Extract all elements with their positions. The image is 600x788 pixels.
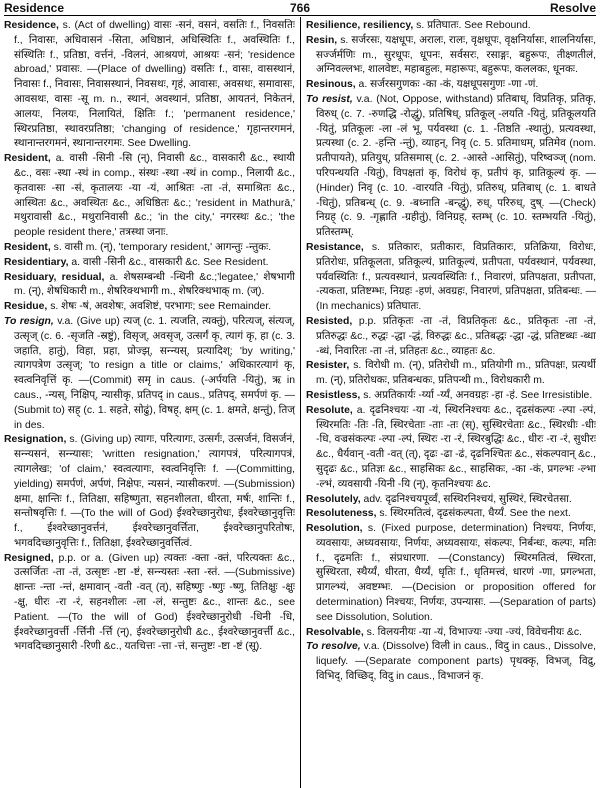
right-column	[306, 19, 596, 788]
entry-definition: s. अप्रतिकार्यः -र्य्या -र्य्यं, अनवग्रहः -हा -हं. See Irresistible.	[360, 389, 593, 401]
dictionary-entry	[4, 19, 295, 152]
dictionary-entry	[4, 271, 295, 301]
entry-headword: Residuary, residual,	[4, 271, 105, 283]
header-left-guide-word: Residence	[4, 1, 65, 15]
entry-definition: a. सर्जरसगुणकः -का -कं, यक्षधूपसगुणः -णा -णं.	[355, 79, 539, 91]
entry-definition: s. (Act of dwelling) वासः -सनं, वसनं, वसतिः f., निवसतिः f., निवासः, अधिवासनं -सिता, अधिष्ठानं, अधिस्थितिः f., अवस्थितिः f., संस्थितिः f., प्रतिष्ठा, वर्त्तनं, -विलनं, आश्रयणं, आश्रयः -सनं; 'residence abroad,' प्रवासः. —(Place of dwelling) वसतिः f., वासः, वासस्थानं, निवासः f., निवासः, निवासस्थानं, निवसथः, गृहं, आवासः, अवसथः, समावासः, आवसथः, वासः -सू m. n., स्थानं, अवस्थानं, प्रतिष्ठा, आयतनं, निकेतनं, आलयः, निलयः, निलायितं, क्षितिः f.; 'permanent residence,' स्थिरप्रतिष्ठा, स्थावरप्रतिष्ठा; 'changing of residence,' गृहान्तरगमनं, स्थानान्तरगमनं, स्थानान्तरगमः. See Dwelling.	[14, 20, 295, 150]
entry-definition: s. विलयनीयः -या -यं, विभाज्यः -ज्या -ज्यं, विवेचनीयः &c.	[363, 626, 582, 638]
entry-definition: s. प्रतिघातः. See Rebound.	[413, 20, 531, 31]
dictionary-entry	[306, 626, 596, 641]
entry-definition: s. सर्जरसः, यक्षधूपः, अरालः, रालः, वृक्षधूपः, वृक्षनिर्यासः, शालनिर्यासः, सर्ज्जर्मणिः m., सुरधूपः, धूपनः, सर्वसरः, रसाङ्गः, बहुरूपः, तीक्ष्णतीलं, अग्निवल्लभः, शालवेष्टः, महाबहुलः, महारूपः, बहुरूपः, कललकः, धूनकः.	[316, 34, 596, 76]
entry-headword: Resister,	[306, 360, 350, 372]
entry-headword: To resolve,	[306, 641, 361, 653]
dictionary-entry	[306, 19, 596, 34]
entry-headword: Resistless,	[306, 389, 361, 401]
dictionary-entry	[4, 315, 295, 433]
dictionary-entry	[4, 152, 295, 241]
entry-headword: Resolution,	[306, 523, 363, 535]
entry-headword: Resilience, resiliency,	[306, 20, 414, 31]
entry-headword: Resin,	[306, 34, 338, 46]
entry-headword: Resistance,	[306, 241, 364, 253]
entry-definition: adv. दृढनिश्चयपूर्व्वं, सस्थिरनिश्चयं, सुस्थिरं, स्थिरचेतसा.	[360, 493, 572, 505]
entry-headword: Resigned,	[4, 552, 54, 564]
entry-definition: a. वासी -सिनी &c., वासकारी &c. See Resident.	[68, 256, 269, 268]
dictionary-entry	[306, 241, 596, 315]
entry-definition: s. प्रतिकारः, प्रतीकारः, विप्रतिकारः, प्रतिक्रिया, विरोधः, प्रतिरोधः, प्रतिकूलता, प्रतिकूल्यं, प्रातिकूल्यं, प्रतीपता, पर्यवस्थानं, पर्यवस्था, पर्यवस्थितिः f., प्रत्यवस्थानं, प्रत्यवस्थितिः f., निवारणं, प्रतिपक्षता, प्रतीपता, -त्यकता, प्रतिष्टम्भः, निग्रहः -हणं, अवग्रहः, निवारणं, प्रतिपक्षता, प्रतिबन्धः. —(In mechanics) प्रतिघातः.	[316, 241, 596, 313]
entry-headword: To resign,	[4, 315, 54, 327]
entry-definition: s. स्थिरमतित्वं, दृढसंकल्पता, धैर्य्यं. See the next.	[376, 508, 571, 520]
entry-headword: Resident,	[4, 241, 51, 253]
page-number: 766	[289, 1, 311, 15]
dictionary-entry	[306, 78, 596, 93]
entry-headword: Residentiary,	[4, 256, 69, 268]
entry-headword: Resolute,	[306, 404, 353, 416]
entry-headword: Resisted,	[306, 315, 353, 327]
dictionary-entry	[4, 241, 295, 256]
entry-definition: a. दृढनिश्चयः -या -यं, स्थिरनिश्चयः &c., दृढसंकल्पः -ल्पा -ल्पं, स्थिरमतिः -तिः -ति, स्थिरचेताः -ताः -तः (स्), सुस्थिरचेताः &c., स्थिरधीः -धीः -धि, वज्रसंकल्पः -ल्पा -ल्पं, स्थिरः -रा -रं, स्थिरबुद्धिः &c., धीरः -रा -रं, सुधीरः &c., धैर्यवान् -वती -वत् (त्), दृढः -ढा -ढं, दृढनिश्चितः &c., संकल्पवान् &c., सुदृढः &c., प्रतिज्ञः &c., साहसिकः &c., साहसिकः, -का -कं, प्रगल्भः -ल्भा -ल्भं, व्यवसायी -यिनी -यि (न्), कृतनिश्चयः &c.	[316, 404, 596, 490]
dictionary-entry	[306, 315, 596, 359]
dictionary-entry	[306, 34, 596, 78]
entry-headword: To resist,	[306, 93, 353, 105]
entry-headword: Resolutely,	[306, 493, 361, 505]
header-right-guide-word: Resolve	[549, 1, 596, 15]
dictionary-entry	[306, 389, 596, 404]
entry-definition: p.p. प्रतिकृतः -ता -तं, विप्रतिकृतः &c., प्रतिकृतः -ता -तं, प्रतिरुद्धः &c., रुद्धः -द्धा -द्धं, विरुद्धः &c., प्रतिबद्धः -द्धा -द्धं, प्रतिष्टब्धः -ब्धा -ब्धं, निवारितः -ता -तं, प्रतिहतः &c., व्याहतः &c.	[316, 315, 596, 357]
entry-definition: v.a. (Give up) त्यज् (c. 1. त्यजति, त्यक्तुं), परित्यज्, संत्यज्, उत्सृज् (c. 6. -सृजति -स्रष्टुं), विसृज्, अवसृज्, उत्सर्गं कृ, त्यागं कृ, हा (c. 3. जहाति, हातुं), विहा, प्रहा, प्रोज्झ्, सन्न्यस्, प्रत्यादिश्; 'by writing,' त्यागपत्रेण उत्सृज्; 'to resign a title or claims,' अधिकारत्यागं कृ, स्वत्वनिवृत्तिं कृ. —(Commit) समृ in caus. (-अर्पयति -यितुं), ऋ in caus., -न्यस्, निक्षिप्, न्यासीकृ, प्रतिपद् in caus., प्रतिपद्, समर्पणं कृ. —(Submit to) सह् (c. 1. सहते, सोढुं), विषह्, क्षम् (c. 1. क्षमते, क्षन्तुं), तिज् in des.	[14, 315, 295, 431]
entry-definition: s. विरोधी m. (न्), प्रतिरोधी m., प्रतियोगी m., प्रतिपक्षः, प्रत्यर्थी m. (न्), प्रतिरोधकः, प्रतिबन्धकः, प्रतिपन्थी m., विरोधकारी m.	[316, 360, 596, 387]
entry-definition: s. (Giving up) त्यागः, परित्यागः, उत्सर्गः, उत्सर्जनं, विसर्जनं, सन्न्यसनं, सन्न्यासः; 'written resignation,' त्यागपत्रं, परित्यागपत्रं, त्यागलेखः; 'of claim,' स्वत्वत्यागः, स्वत्वनिवृत्तिः f. —(Committing, yielding) समर्पणं, अर्पणं, निक्षेपः, न्यसनं, न्यासीकरणं. —(Submission) क्षमा, क्षान्तिः f., तितिक्षा, सहिष्णुता, सहनशीलता, धीरता, मर्षः, शान्तिः f., सन्तोषवृत्तिः f. —(To the will of God) ईश्वरेच्छानुरोधः, ईश्वरेच्छानुवृत्तिः f., ईश्वरेच्छानुवर्त्तनं, ईश्वरेच्छानुवर्त्तिता, ईश्वरेच्छानुपरितोषः, भगवदिच्छानुवृत्तिः f., तितिक्षा, ईश्वरेच्छानुवर्त्तित्वं.	[14, 434, 295, 549]
entry-definition: s. (Fixed purpose, determination) निश्चयः, निर्णयः, व्यवसायः, अध्यवसायः, निर्णयः, अध्यवसायः, संकल्पः, निर्बन्धः, कल्पः, मतिः f., दृढमतिः f., संप्रधारणा. —(Constancy) स्थिरमतित्वं, स्थिरता, सुस्थिरता, स्थैर्य्यं, धीरता, धैर्य्यं, धृतिः f., धृतिमत्त्वं, धारणं -णा, प्रगल्भता, प्रागल्भ्यं, अवष्टम्भः. —(Decision or proposition offered for determination) निश्चयः, निर्णयः, उपन्यासः. —(Separation of parts) see Dissolution, Solution.	[316, 523, 596, 623]
dictionary-entry	[306, 404, 596, 493]
dictionary-entry	[4, 300, 295, 315]
entry-headword: Resignation,	[4, 434, 67, 446]
left-column	[4, 19, 295, 788]
entry-definition: s. वासी m. (न्), 'temporary resident,' आगन्तुः -न्तुकः.	[50, 241, 272, 253]
page-header	[4, 0, 596, 15]
entry-headword: Resinous,	[306, 79, 356, 91]
entry-definition: v.a. (Dissolve) विली in caus., विदु in caus., Dissolve, liquefy. —(Separate component parts) पृथक्कृ, विभज्, विद्रु, विभिद्, विच्छिद्, विदु in caus., विभाजनं कृ.	[316, 641, 596, 683]
entry-definition: s. शेषः -षं, अवशेषः, अवशिष्टं, परभागः; see Remainder.	[47, 301, 272, 313]
dictionary-entry	[306, 507, 596, 522]
entry-definition: v.a. (Not, Oppose, withstand) प्रतिबाध्, विप्रतिकृ, प्रतिकृ, विरुध् (c. 7. -रुणद्धि -रोद्धुं), प्रतिषिध्, प्रतिकूल् -लयति -यितुं, प्रतिकूलयति -यितुं, प्रतिकूलः -ला -लं भू, पर्यवस्था (c. 1. -तिष्ठति -स्थातुं), प्रत्यवस्था, प्रत्यस्था (c. 2. -हन्ति -न्तुं), व्याहन्, निवृ (c. 5. प्रतिमाधम्, प्रतिमेव (nom. प्रतीपायते), प्रतियुध्, प्रतिसमास् (c. 2. -आस्ते -आसितुं), परिष्वञ्ज् (nom. परिपन्थयति -यितुं), विपक्षतां कृ, विरोधं कृ, प्रतीपं कृ, प्रातिकूल्यं कृ. —(Hinder) निवृ (c. 10. -वारयति -यितुं), प्रतिरुध्, प्रतिबाध् (c. 1. बाधते -धितुं), प्रतिबन्ध् (c. 9. -बध्नाति -बन्द्धुं), रुध्, परिरुध्, दुष्. —(Check) निग्रह् (c. 9. -गृह्णाति -ग्रहीतुं), विनिग्रह्, स्तम्भ् (c. 10. स्तम्भयति -यितुं), प्रतिस्तम्भ्.	[316, 93, 596, 239]
dictionary-entry	[306, 522, 596, 626]
entry-headword: Resoluteness,	[306, 508, 377, 520]
dictionary-entry	[306, 640, 596, 684]
entry-headword: Resident,	[4, 153, 51, 165]
entry-headword: Resolvable,	[306, 626, 364, 638]
dictionary-entry	[306, 93, 596, 241]
header-rule	[4, 15, 596, 16]
column-divider	[300, 17, 301, 788]
entry-headword: Residence,	[4, 20, 59, 31]
entry-headword: Residue,	[4, 301, 48, 313]
entry-definition: p.p. or a. (Given up) त्यक्तः -क्ता -क्तं, परित्यक्तः &c., उत्सर्जितः -ता -तं, उत्सृष्टः -ष्टा -ष्टं, सन्न्यस्तः -स्ता -स्तं. —(Submissive) क्षान्तः -न्ता -न्तं, क्षमावान् -वती -वत् (त्), सहिष्णुः -ष्णुः -ष्णु, तितिक्षुः -क्षुः -क्षु, धीरः -रा -रं, सहनशीलः -ला -लं, सन्तुष्टः &c., शान्तः &c., see Patient. —(To the will of God) ईश्वरेच्छानुरोधी -धिनी -धि, ईश्वरेच्छानुवर्त्ती -र्त्तिनी -र्त्ति (न्), ईश्वरेच्छानुरोधी &c., ईश्वरेच्छानुवर्त्ती &c., भगवदिच्छानुसारी -रिणी &c., यतचित्तः -त्ता -त्तं, सन्तुष्टः -ष्टा -ष्टं (सू).	[14, 552, 295, 653]
entry-definition: a. शेषसम्बन्धी -न्धिनी &c.;'legatee,' शेषभागी m. (न्), शेषधिकारी m., शेषरिक्थभागी m., शेषरिक्थभाक् m. (ज्).	[14, 271, 295, 298]
dictionary-entry	[4, 552, 295, 656]
dictionary-entry	[4, 256, 295, 271]
dictionary-entry	[306, 493, 596, 508]
entry-definition: a. वासी -सिनी -सि (न्), निवासी &c., वासकारी &c., स्थायी &c., वसः -स्था -स्थं in comp., संस्थः -स्था -स्थं in comp., निलायी &c., कृतवासः -सा -सं, कृतालयः -या -यं, आश्रितः -ता -तं, समाश्रितः &c., आस्थितः &c., अवस्थितः &c., अधिष्ठितः &c.; 'resident in Mathurā,' मथुरावासी &c., मथुरानिवासी &c.; 'in the city,' नगरस्थः &c.; 'the people resident there,' तत्रस्था जनाः.	[14, 153, 295, 239]
dictionary-entry	[306, 359, 596, 389]
dictionary-entry	[4, 433, 295, 551]
